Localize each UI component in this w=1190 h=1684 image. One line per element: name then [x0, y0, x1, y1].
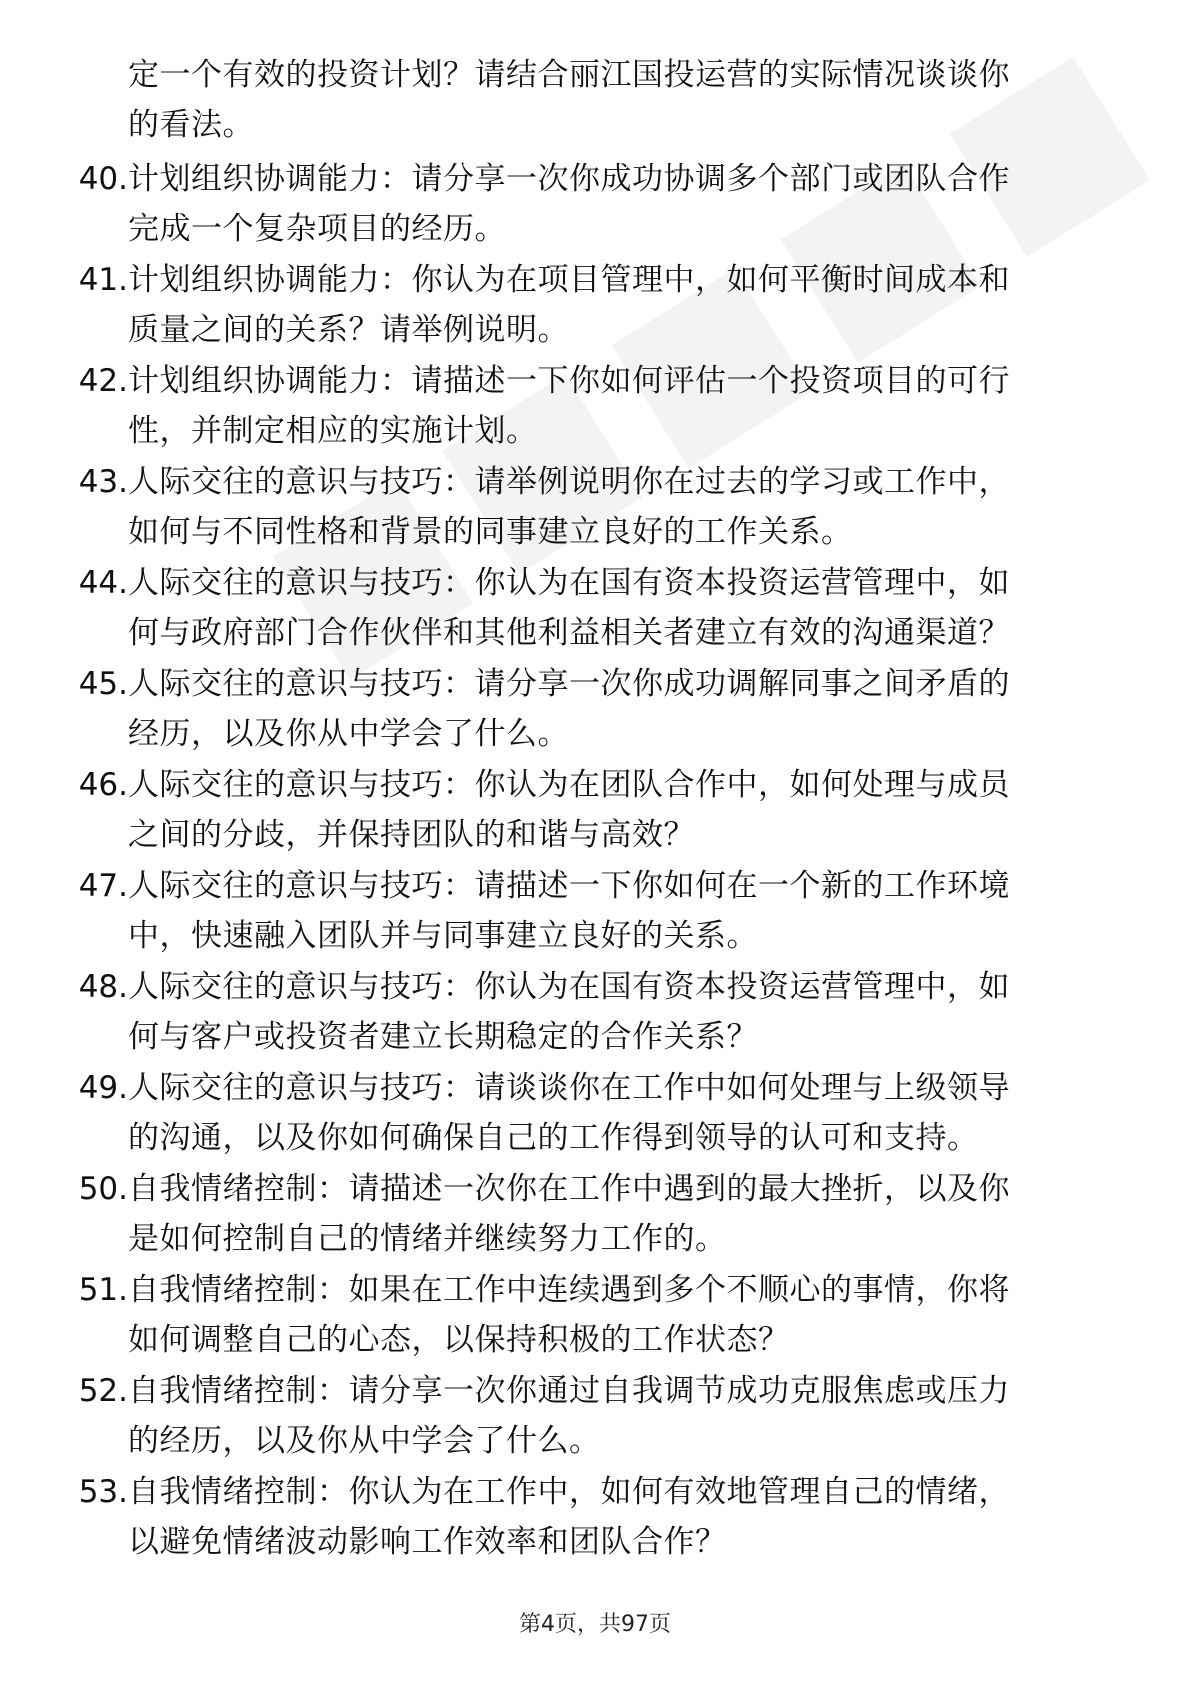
question-number: 47. — [78, 868, 128, 904]
list-item — [50, 962, 1120, 1063]
question-text: 人际交往的意识与技巧：你认为在国有资本投资运营管理中，如 何与客户或投资者建立长期稳定的合作关系？ — [128, 969, 1010, 1055]
question-number: 51. — [78, 1272, 128, 1308]
question-number: 53. — [78, 1474, 128, 1510]
list-item — [50, 760, 1120, 861]
question-number: 49. — [78, 1070, 128, 1106]
question-text: 人际交往的意识与技巧：你认为在国有资本投资运营管理中，如 何与政府部门合作伙伴和其他利益相关者建立有效的沟通渠道？ — [128, 565, 1010, 651]
question-text: 人际交往的意识与技巧：请描述一下你如何在一个新的工作环境 中，快速融入团队并与同事建立良好的关系。 — [128, 868, 1010, 954]
list-item — [50, 1063, 1120, 1164]
question-text: 计划组织协调能力：你认为在项目管理中，如何平衡时间成本和 质量之间的关系？请举例说明。 — [128, 262, 1010, 348]
page-number: 第4页，共97页 — [519, 1612, 671, 1637]
question-text: 计划组织协调能力：请分享一次你成功协调多个部门或团队合作 完成一个复杂项目的经历。 — [128, 161, 1010, 247]
question-text: 计划组织协调能力：请描述一下你如何评估一个投资项目的可行 性，并制定相应的实施计划。 — [128, 363, 1010, 449]
list-item — [50, 255, 1120, 356]
list-item — [50, 1366, 1120, 1467]
list-item — [50, 1164, 1120, 1265]
question-number: 52. — [78, 1373, 128, 1409]
question-number: 42. — [78, 363, 128, 399]
question-text: 人际交往的意识与技巧：请分享一次你成功调解同事之间矛盾的 经历，以及你从中学会了什么。 — [128, 666, 1010, 752]
question-number: 45. — [78, 666, 128, 702]
question-text: 人际交往的意识与技巧：请举例说明你在过去的学习或工作中， 如何与不同性格和背景的同事建立良好的工作关系。 — [128, 464, 1010, 550]
question-number: 40. — [78, 161, 128, 197]
list-item — [50, 1467, 1120, 1568]
list-item — [50, 558, 1120, 659]
question-list — [50, 154, 1120, 1568]
question-text: 人际交往的意识与技巧：请谈谈你在工作中如何处理与上级领导 的沟通，以及你如何确保自己的工作得到领导的认可和支持。 — [128, 1070, 1010, 1156]
question-number: 48. — [78, 969, 128, 1005]
question-text: 自我情绪控制：你认为在工作中，如何有效地管理自己的情绪， 以避免情绪波动影响工作效率和团队合作？ — [128, 1474, 1010, 1560]
list-item — [50, 861, 1120, 962]
question-number: 50. — [78, 1171, 128, 1207]
question-text: 自我情绪控制：请分享一次你通过自我调节成功克服焦虑或压力 的经历，以及你从中学会了什么。 — [128, 1373, 1010, 1459]
list-item — [50, 1265, 1120, 1366]
list-item — [50, 356, 1120, 457]
list-item — [50, 659, 1120, 760]
continuation-paragraph: 定一个有效的投资计划？请结合丽江国投运营的实际情况谈谈你 的看法。 — [128, 57, 1010, 143]
list-item — [50, 154, 1120, 255]
question-text: 自我情绪控制：如果在工作中连续遇到多个不顺心的事情，你将 如何调整自己的心态，以保持积极的工作状态？ — [128, 1272, 1010, 1358]
list-item — [50, 457, 1120, 558]
question-number: 43. — [78, 464, 128, 500]
question-text: 人际交往的意识与技巧：你认为在团队合作中，如何处理与成员 之间的分歧，并保持团队的和谐与高效？ — [128, 767, 1010, 853]
question-number: 41. — [78, 262, 128, 298]
question-text: 自我情绪控制：请描述一次你在工作中遇到的最大挫折，以及你 是如何控制自己的情绪并继续努力工作的。 — [128, 1171, 1010, 1257]
question-number: 44. — [78, 565, 128, 601]
question-number: 46. — [78, 767, 128, 803]
